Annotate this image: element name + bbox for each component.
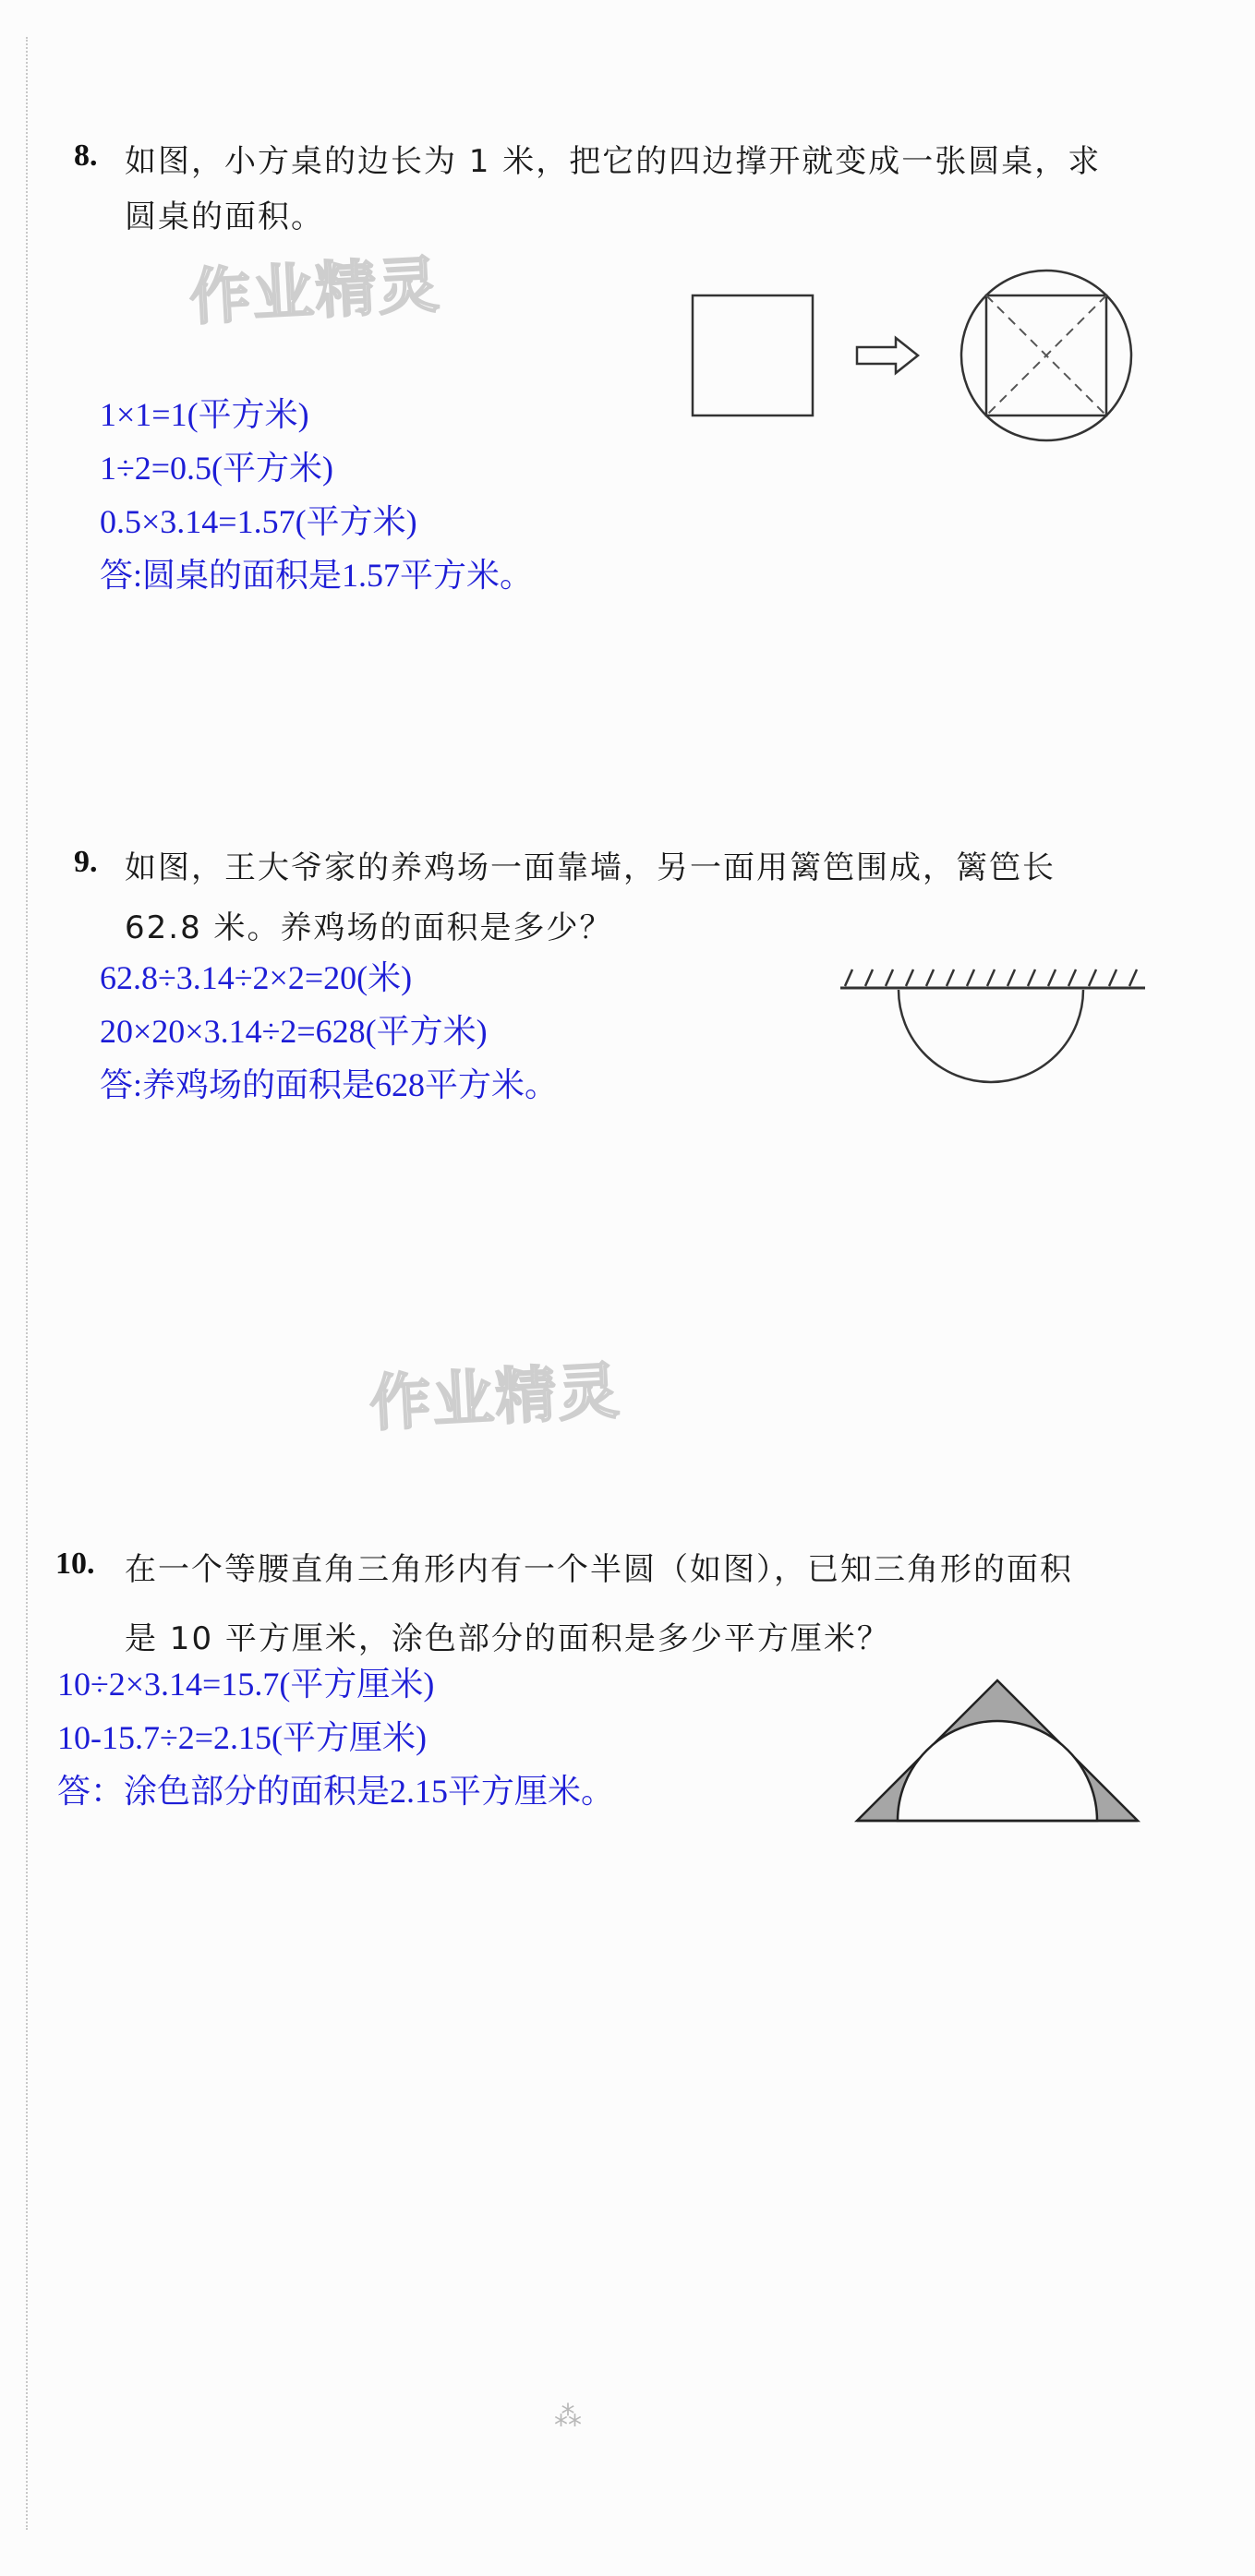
question-9-line-2: 62.8 米。养鸡场的面积是多少？ bbox=[125, 909, 613, 946]
question-8-line-1: 如图，小方桌的边长为 1 米，把它的四边撑开就变成一张圆桌，求 bbox=[125, 143, 1102, 180]
answer-line: 10-15.7÷2=2.15(平方厘米) bbox=[57, 1719, 428, 1756]
answer-line: 20×20×3.14÷2=628(平方米) bbox=[100, 1013, 488, 1050]
answer-line: 0.5×3.14=1.57(平方米) bbox=[100, 503, 417, 540]
semicircle-wall-figure bbox=[836, 960, 1150, 1089]
answer-line: 答：涂色部分的面积是2.15平方厘米。 bbox=[57, 1773, 615, 1810]
answer-line: 答:圆桌的面积是1.57平方米。 bbox=[100, 557, 534, 594]
scan-smudge: ⁂ bbox=[554, 2401, 582, 2433]
question-10-line-1: 在一个等腰直角三角形内有一个半圆（如图），已知三角形的面积 bbox=[125, 1551, 1073, 1588]
question-9-number: 9. bbox=[74, 845, 98, 879]
page-margin-line bbox=[26, 37, 28, 2530]
watermark: 作业精灵 bbox=[368, 1354, 623, 1440]
answer-line: 10÷2×3.14=15.7(平方厘米) bbox=[57, 1666, 435, 1703]
answer-line: 答:养鸡场的面积是628平方米。 bbox=[100, 1066, 559, 1103]
triangle-semicircle-figure bbox=[850, 1676, 1145, 1828]
watermark: 作业精灵 bbox=[187, 248, 443, 334]
square-to-circle-figure bbox=[683, 277, 1145, 452]
question-8-number: 8. bbox=[74, 138, 98, 173]
question-8-line-2: 圆桌的面积。 bbox=[125, 199, 324, 235]
answer-line: 1×1=1(平方米) bbox=[100, 396, 309, 433]
question-10-line-2: 是 10 平方厘米，涂色部分的面积是多少平方厘米？ bbox=[125, 1620, 890, 1657]
question-10-number: 10. bbox=[55, 1547, 95, 1581]
answer-line: 62.8÷3.14÷2×2=20(米) bbox=[100, 959, 413, 996]
answer-line: 1÷2=0.5(平方米) bbox=[100, 450, 334, 487]
question-9-line-1: 如图，王大爷家的养鸡场一面靠墙，另一面用篱笆围成，篱笆长 bbox=[125, 849, 1056, 886]
